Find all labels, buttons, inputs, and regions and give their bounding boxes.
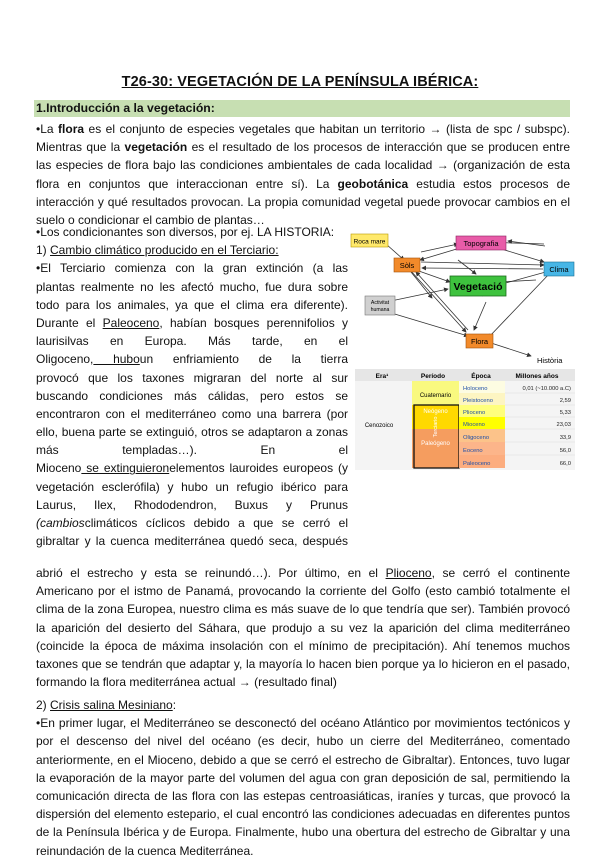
- text-line: ello, buena parte se extinguió, otros se adaptaron a zonas: [36, 425, 348, 440]
- epoch-holoceno: Holoceno: [463, 386, 488, 392]
- history-paragraph: [36, 223, 348, 569]
- text-line: provocó que los taxones migraran del norte al sur: [36, 370, 348, 385]
- col-header-epoca: Época: [471, 373, 491, 380]
- node-sols: Sòls: [399, 261, 415, 270]
- text-line: plantas realmente no les afectó mucho, fue dura sobre: [36, 279, 348, 294]
- col-header-millones: Millones años: [515, 373, 559, 380]
- intro-line: Mientras que la vegetación es el resultado de los procesos de interacción que se producen entre: [36, 140, 570, 155]
- text-line: Durante el Paleoceno, habían bosques perennifolios y: [36, 315, 348, 330]
- node-clima: Clima: [549, 265, 569, 274]
- text-line: reinundación de la cuenca Mediterránea.: [36, 843, 254, 858]
- text-line: Mioceno se extinguieronelementos lauroides europeos (y: [36, 461, 348, 476]
- text-line: clima de la zona Europea, nuestro clima es más suave de lo que tendría que ser). También provocó: [36, 602, 570, 617]
- text-line: la evaporación de la mayor parte del volumen del agua con gran deposición de sal, permitiendo la: [36, 770, 570, 785]
- text-line: más templadas…). En el: [36, 443, 348, 458]
- ma-holoceno: 0,01 (~10.000 a.C): [522, 386, 571, 392]
- text-line: Americano por el istmo de Panamá, provocando la corriente del Golfo (esto cambió totalmente el: [36, 584, 570, 599]
- period-neogeno: Neógeno: [423, 409, 448, 415]
- text-line: •El Terciario comienza con la gran extinción (a las: [36, 261, 348, 276]
- col-header-era: Era¹: [375, 373, 389, 380]
- col-header-periodo: Período: [420, 373, 446, 380]
- node-activitat-line1: Activitat: [370, 300, 390, 306]
- epoch-paleoceno: Paleoceno: [463, 461, 491, 467]
- history-continuation: [36, 564, 570, 691]
- ma-pleistoceno: 2,59: [559, 398, 571, 404]
- page-title: T26-30: VEGETACIÓN DE LA PENÍNSULA IBÉRICA:: [121, 74, 479, 90]
- intro-paragraph: [36, 120, 570, 229]
- intro-line: flora en conjuntos que interaccionan entre sí). La geobotánica estudia estos procesos de: [36, 176, 570, 191]
- text-line: taxones que se tendrán que adaptar y, la mayoría lo hacen bien porque ya lo hicieron en el pasado,: [36, 656, 570, 671]
- ma-plioceno: 5,33: [559, 410, 571, 416]
- text-line: anteriormente, en el Mioceno, debido a que se cerró el estrecho de Gibraltar). Entonces, tuvo lugar: [36, 752, 570, 767]
- ma-eoceno: 56,0: [559, 448, 571, 454]
- epoch-plioceno: Plioceno: [463, 410, 486, 416]
- text-line: de la Península Ibérica y de Europa. Finalmente, hubo una obertura del estrecho de Gibraltar y una: [36, 825, 570, 840]
- epoch-pleistoceno: Pleistoceno: [463, 398, 493, 404]
- text-line: laurisilvas en Europa. Más tarde, en el: [36, 334, 348, 349]
- text-line: 1) Cambio climático producido en el Terciario:: [36, 243, 279, 258]
- intro-line: suelo o condicionar el cambio de plantas…: [36, 212, 265, 227]
- terciario-label: Terciario: [433, 416, 439, 438]
- text-line: todo para los animales, ya que el clima era diferente).: [36, 297, 348, 312]
- text-line: •En primer lugar, el Mediterráneo se desconectó del océano Atlántico por movimientos tectónicos y: [36, 716, 570, 731]
- ma-mioceno: 23,03: [556, 422, 571, 428]
- text-line: gibraltar y la cuenca mediterránea quedó seca, después: [36, 534, 348, 549]
- text-line: •Los condicionantes son diversos, por ej. LA HISTORIA:: [36, 225, 335, 239]
- text-line: abrió el estrecho y esta se reinundó…). Por último, en el Plioceno, se cerró el continente: [36, 566, 570, 580]
- node-historia: Història: [537, 356, 563, 365]
- intro-line: •La flora es el conjunto de especies vegetales que habitan un territorio → (lista de spc / subspc).: [36, 122, 570, 136]
- text-line: buscando condiciones más cálidas, pero estos se: [36, 388, 348, 403]
- crisis-paragraph: [36, 696, 570, 860]
- text-line: vegetación esclerófila) y hubo un refugio ibérico para: [36, 479, 348, 494]
- node-topografia: Topografia: [463, 239, 499, 248]
- text-line: (cambiosclimáticos cíclicos debido a que se cerró el: [36, 516, 348, 530]
- period-cuaternario: Cuaternario: [419, 393, 452, 399]
- text-line: encontraron con el mediterráneo como una barrera (por: [36, 406, 348, 421]
- node-flora: Flora: [470, 337, 489, 346]
- text-line: (coincide la época de máxima insolación con el mínimo de precipitación). Ahí tenemos muchos: [36, 638, 570, 653]
- vegetation-factors-diagram: [348, 232, 576, 368]
- section-heading-introduccion: 1.Introducción a la vegetación:: [34, 100, 570, 117]
- node-vegetacio: Vegetació: [453, 281, 503, 293]
- epoch-eoceno: Eoceno: [463, 448, 483, 454]
- era-cenozoico: Cenozoico: [364, 423, 394, 429]
- text-line: formando la flora mediterránea actual → (resultado final): [36, 675, 337, 690]
- node-roca-mare: Roca mare: [353, 238, 386, 246]
- text-line: Laurus, Ilex, Rhododendron, Buxus y Prunus: [36, 497, 348, 512]
- intro-line: interacción y qué resultados provocan. La propia comunidad vegetal puede provocar cambios en el: [36, 194, 570, 209]
- ma-paleoceno: 66,0: [559, 461, 571, 467]
- text-line: dispersión del elemento estepario, el cual encontró las condiciones adecuadas en diferentes puntos: [36, 807, 570, 822]
- epoch-oligoceno: Oligoceno: [463, 435, 490, 441]
- ma-oligoceno: 33,9: [559, 435, 571, 441]
- node-activitat-line2: humana: [370, 307, 390, 313]
- text-line: por el descenso del nivel del océano (es decir, hubo un cierre del Mediterráneo, comentado: [36, 734, 570, 749]
- epoch-mioceno: Mioceno: [463, 422, 485, 428]
- text-line: comunicación directa de las flora con las estepas centroasiáticas, iraníes y turcas, que provocó la: [36, 788, 570, 803]
- geologic-time-table: [355, 369, 575, 470]
- intro-line: las especies de flora bajo las condiciones ambientales de cada localidad → (organización de esta: [36, 158, 570, 173]
- text-line: la aparición del desierto del Sáhara, que produjo a su vez la aparición del clima mediterráneo: [36, 620, 570, 635]
- subsection-title-cambio-climatico: Cambio climático producido en el Terciario:: [50, 243, 279, 258]
- subsection-title-crisis: 2) Crisis salina Mesiniano:: [36, 698, 177, 712]
- text-line: Oligoceno, huboun enfriamiento de la tierra: [36, 352, 348, 367]
- period-paleogeno: Paleógeno: [421, 441, 450, 447]
